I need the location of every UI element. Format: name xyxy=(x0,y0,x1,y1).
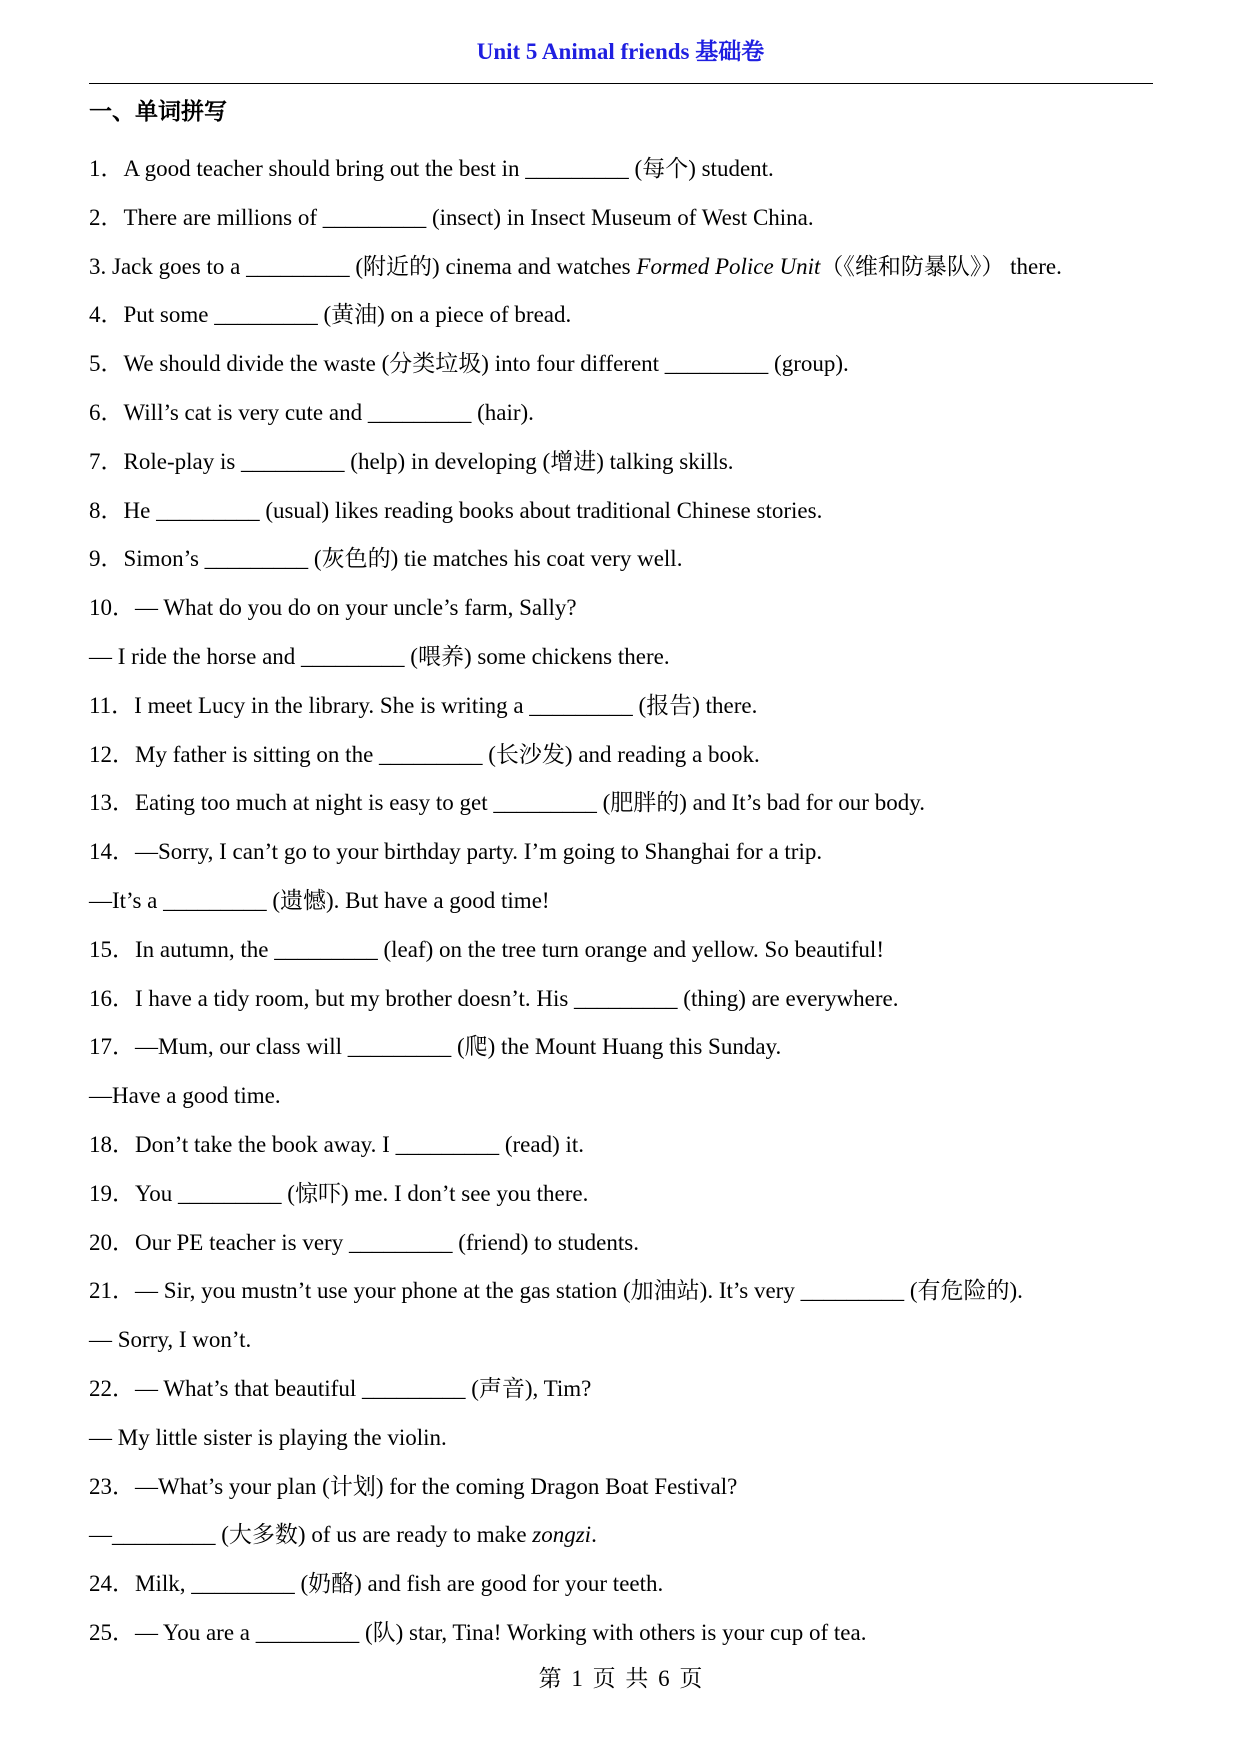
question-number: 22． xyxy=(89,1375,135,1401)
question-line xyxy=(89,1219,1169,1268)
question-text: You _________ (惊吓) me. I don’t see you there. xyxy=(135,1180,589,1206)
question-line xyxy=(89,1023,1169,1072)
question-number: 1． xyxy=(89,156,124,181)
question-text: Will’s cat is very cute and _________ (hair). xyxy=(123,399,534,425)
worksheet-body xyxy=(89,97,1169,1658)
question-number: 14． xyxy=(89,839,135,865)
question-number: 4． xyxy=(89,302,124,328)
section-heading: 一、单词拼写 xyxy=(89,99,227,125)
question-line xyxy=(89,828,1169,877)
question-text: I meet Lucy in the library. She is writing a _________ (报告) there. xyxy=(134,692,758,718)
question-line xyxy=(89,1170,1169,1219)
question-number: 3. xyxy=(89,253,112,279)
question-text-tail: （《维和防暴队》） there. xyxy=(820,253,1062,279)
page-footer: 第 1 页 共 6 页 xyxy=(538,1666,703,1691)
question-line xyxy=(89,1609,1169,1658)
question-text: Eating too much at night is easy to get _________ (肥胖的) and It’s bad for our body. xyxy=(135,790,925,816)
question-line xyxy=(89,682,1169,731)
question-dialogue-line xyxy=(89,877,1169,926)
question-text: Milk, _________ (奶酪) and fish are good for your teeth. xyxy=(135,1571,664,1597)
question-number: 11． xyxy=(89,692,135,718)
question-text: A good teacher should bring out the best in _________ (每个) student. xyxy=(123,156,774,181)
question-text: — Sir, you mustn’t use your phone at the gas station (加油站). It’s very _________ (有危险的). xyxy=(135,1278,1023,1304)
question-number: 2． xyxy=(89,204,124,230)
question-line xyxy=(89,145,1169,194)
question-line xyxy=(89,1121,1169,1170)
question-number: 19． xyxy=(89,1180,135,1206)
question-number: 21． xyxy=(89,1278,135,1304)
italic-title: Formed Police Unit xyxy=(636,253,821,279)
question-number: 13． xyxy=(89,790,135,816)
question-line xyxy=(89,1267,1169,1316)
question-line xyxy=(89,535,1169,584)
question-text: My father is sitting on the _________ (长沙发) and reading a book. xyxy=(135,741,760,767)
question-line xyxy=(89,731,1169,780)
question-text: Simon’s _________ (灰色的) tie matches his coat very well. xyxy=(123,546,683,572)
question-number: 20． xyxy=(89,1229,135,1255)
question-line xyxy=(89,340,1169,389)
question-number: 25． xyxy=(89,1619,135,1645)
question-line xyxy=(89,487,1169,536)
question-number: 24． xyxy=(89,1571,135,1597)
question-text: Don’t take the book away. I _________ (read) it. xyxy=(135,1131,585,1157)
question-number: 15． xyxy=(89,936,135,962)
question-line xyxy=(89,975,1169,1024)
question-dialogue-line xyxy=(89,1072,1169,1121)
question-text: We should divide the waste (分类垃圾) into four different _________ (group). xyxy=(123,351,849,377)
question-text: —Mum, our class will _________ (爬) the Mount Huang this Sunday. xyxy=(135,1034,782,1060)
question-line xyxy=(89,243,1169,292)
question-line xyxy=(89,389,1169,438)
question-number: 9． xyxy=(89,546,124,572)
question-text: He _________ (usual) likes reading books about traditional Chinese stories. xyxy=(123,497,823,523)
question-number: 17． xyxy=(89,1034,135,1060)
question-number: 12． xyxy=(89,741,135,767)
question-number: 5． xyxy=(89,351,124,377)
question-text: — Sorry, I won’t. xyxy=(89,1327,252,1353)
question-line xyxy=(89,291,1169,340)
question-text: In autumn, the _________ (leaf) on the tree turn orange and yellow. So beautiful! xyxy=(135,936,884,962)
question-number: 16． xyxy=(89,985,135,1011)
question-text: — What’s that beautiful _________ (声音), Tim? xyxy=(135,1375,592,1401)
question-dialogue-line xyxy=(89,1511,1169,1560)
question-dialogue-line xyxy=(89,633,1169,682)
question-text: —It’s a _________ (遗憾). But have a good time! xyxy=(89,887,550,913)
question-text: Put some _________ (黄油) on a piece of bread. xyxy=(123,302,572,328)
question-line xyxy=(89,438,1169,487)
question-text: There are millions of _________ (insect) in Insect Museum of West China. xyxy=(123,204,814,230)
question-dialogue-line xyxy=(89,1316,1169,1365)
question-line xyxy=(89,1463,1169,1512)
question-list xyxy=(89,145,1169,1658)
question-text: —Sorry, I can’t go to your birthday party. I’m going to Shanghai for a trip. xyxy=(135,839,823,865)
question-text: Jack goes to a _________ (附近的) cinema and watches xyxy=(112,253,637,279)
question-text: — You are a _________ (队) star, Tina! Working with others is your cup of tea. xyxy=(135,1619,867,1645)
question-text: Role-play is _________ (help) in developing (增进) talking skills. xyxy=(123,448,734,474)
question-dialogue-line xyxy=(89,1414,1169,1463)
question-line xyxy=(89,1560,1169,1609)
question-number: 18． xyxy=(89,1131,135,1157)
question-text: —Have a good time. xyxy=(89,1083,281,1109)
question-text-tail: . xyxy=(591,1522,597,1548)
question-line xyxy=(89,926,1169,975)
question-text: —What’s your plan (计划) for the coming Dragon Boat Festival? xyxy=(135,1473,738,1499)
question-text: — What do you do on your uncle’s farm, Sally? xyxy=(135,595,577,621)
question-number: 8． xyxy=(89,497,124,523)
question-line xyxy=(89,1365,1169,1414)
question-line xyxy=(89,194,1169,243)
question-text: — I ride the horse and _________ (喂养) some chickens there. xyxy=(89,643,670,669)
question-number: 10． xyxy=(89,595,135,621)
question-text: —_________ (大多数) of us are ready to make xyxy=(89,1522,533,1548)
header-divider xyxy=(89,83,1153,84)
question-line xyxy=(89,779,1169,828)
question-number: 6． xyxy=(89,399,124,425)
question-text: Our PE teacher is very _________ (friend) to students. xyxy=(135,1229,639,1255)
question-text: I have a tidy room, but my brother doesn’t. His _________ (thing) are everywhere. xyxy=(135,985,899,1011)
question-line xyxy=(89,584,1169,633)
document-title: Unit 5 Animal friends 基础卷 xyxy=(476,39,765,64)
question-number: 23． xyxy=(89,1473,135,1499)
question-number: 7． xyxy=(89,448,124,474)
question-text: — My little sister is playing the violin. xyxy=(89,1424,447,1450)
italic-title: zongzi xyxy=(532,1522,592,1548)
